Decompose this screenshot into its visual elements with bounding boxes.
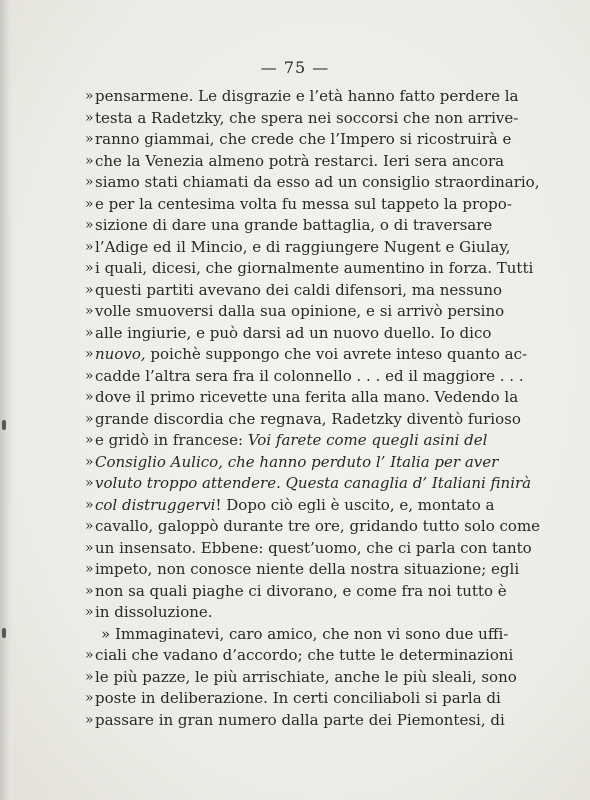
text-line: [85, 301, 505, 323]
quote-mark: »: [85, 432, 94, 448]
quote-mark: »: [85, 518, 94, 534]
text-run: e gridò in francese:: [95, 431, 248, 449]
text-line: [85, 129, 512, 151]
quote-mark: »: [85, 690, 94, 706]
text-line: [85, 258, 534, 280]
line-text: [95, 452, 498, 474]
page-number: — 75 —: [260, 58, 330, 77]
text-line: [85, 108, 519, 130]
quote-mark: [85, 624, 95, 646]
text-line: [85, 323, 492, 345]
quote-mark: »: [85, 303, 94, 319]
text-run: grande discordia che regnava, Radetzky diventò furioso: [95, 409, 521, 428]
quote-mark: »: [85, 389, 94, 405]
text-run: sizione di dare una grande battaglia, o di traversare: [95, 216, 493, 234]
quote-mark: »: [85, 582, 94, 599]
text-line: [85, 194, 512, 216]
quote-mark: »: [85, 711, 94, 728]
line-text: [95, 387, 518, 409]
body-text: [85, 86, 541, 731]
quote-mark: »: [85, 496, 94, 513]
quote-mark: »: [85, 647, 94, 663]
quote-mark: »: [85, 88, 94, 104]
text-line: [85, 172, 540, 194]
line-text: [95, 129, 511, 151]
text-line: [85, 538, 532, 560]
line-text: [95, 602, 477, 624]
line-text: [95, 151, 504, 173]
text-line: [85, 667, 517, 689]
line-text: [95, 645, 513, 667]
line-text: [95, 323, 491, 345]
text-run: volle smuoversi dalla sua opinione, e si arrivò persino: [95, 302, 505, 320]
text-run: e per la centesima volta fu messa sul tappeto la propo-: [95, 194, 512, 213]
text-line: [85, 710, 505, 732]
text-run: questi partiti avevano dei caldi difensori, ma nessuno: [95, 280, 503, 299]
text-run: testa a Radetzky, che spera nei soccorsi che non arrive-: [95, 108, 519, 127]
text-run: cadde l’altra sera fra il colonnello . . . ed il maggiore . . .: [95, 366, 524, 385]
text-line: [85, 151, 505, 173]
line-text: [95, 194, 512, 216]
text-line: [85, 559, 520, 581]
line-text: [95, 624, 508, 646]
text-line: [85, 581, 507, 603]
line-text: [95, 538, 532, 560]
text-line: [85, 344, 528, 366]
text-run: dove il primo ricevette una ferita alla mano. Vedendo la: [95, 388, 519, 406]
line-text: [95, 559, 519, 581]
line-text: [95, 473, 531, 495]
quote-mark: »: [85, 539, 94, 556]
line-text: [95, 344, 527, 366]
text-run: l’Adige ed il Mincio, e di raggiungere Nugent e Giulay,: [95, 237, 511, 256]
italic-text: voluto troppo attendere. Questa canaglia d’ Italiani finirà: [95, 474, 532, 492]
text-line: [85, 430, 488, 452]
text-line: [85, 452, 499, 474]
italic-text: col distruggervi: [95, 495, 216, 514]
line-text: [95, 581, 507, 603]
text-line: [85, 237, 511, 259]
text-run: » Immaginatevi, caro amico, che non vi sono due uffi-: [101, 624, 509, 643]
line-text: [95, 237, 511, 259]
quote-mark: »: [85, 260, 94, 276]
line-text: [95, 258, 533, 280]
text-run: i quali, dicesi, che giornalmente aumentino in forza. Tutti: [95, 259, 534, 277]
quote-mark: »: [85, 475, 94, 491]
line-text: [95, 667, 517, 689]
text-line: [85, 495, 495, 517]
italic-text: nuovo,: [95, 345, 146, 363]
line-text: [95, 495, 494, 517]
text-run: cavallo, galoppò durante tre ore, gridando tutto solo come: [95, 517, 541, 535]
binding-shadow: [0, 0, 14, 800]
line-text: [95, 710, 505, 732]
text-run: alle ingiurie, e può darsi ad un nuovo duello. Io dico: [95, 323, 492, 342]
line-text: [95, 301, 504, 323]
text-run: impeto, non conosce niente della nostra situazione; egli: [95, 560, 520, 578]
quote-mark: »: [85, 604, 94, 620]
italic-text: Consiglio Aulico, che hanno perduto l’ Italia per aver: [95, 452, 499, 471]
text-line: [85, 602, 477, 624]
text-line: [85, 366, 524, 388]
line-text: [95, 516, 540, 538]
text-line: [85, 409, 521, 431]
quote-mark: »: [85, 152, 94, 169]
quote-mark: »: [85, 217, 94, 233]
line-text: [95, 86, 518, 108]
quote-mark: »: [85, 195, 94, 212]
text-run: poste in deliberazione. In certi conciliaboli si parla di: [95, 689, 501, 707]
text-line: [85, 280, 503, 302]
text-run: ! Dopo ciò egli è uscito, e, montato a: [215, 495, 495, 514]
text-line: [85, 215, 493, 237]
text-run: siamo stati chiamati da esso ad un consiglio straordinario,: [95, 173, 540, 191]
text-run: poichè suppongo che voi avrete inteso quanto ac-: [145, 345, 528, 363]
quote-mark: »: [85, 324, 94, 341]
text-run: un insensato. Ebbene: quest’uomo, che ci parla con tanto: [95, 538, 532, 557]
margin-mark: [2, 628, 6, 638]
quote-mark: »: [85, 561, 94, 577]
text-run: che la Venezia almeno potrà restarci. Ieri sera ancora: [95, 151, 505, 170]
text-line: [85, 473, 532, 495]
text-run: in dissoluzione.: [95, 603, 213, 621]
quote-mark: »: [85, 238, 94, 255]
text-run: passare in gran numero dalla parte dei Piemontesi, di: [95, 710, 505, 729]
line-text: [95, 172, 539, 194]
text-line: [85, 516, 541, 538]
text-line: [85, 387, 519, 409]
line-text: [95, 366, 524, 388]
quote-mark: »: [85, 281, 94, 298]
line-text: [95, 215, 492, 237]
margin-mark: [2, 420, 6, 430]
quote-mark: »: [85, 410, 94, 427]
quote-mark: »: [85, 668, 94, 685]
line-text: [95, 280, 502, 302]
quote-mark: »: [85, 453, 94, 470]
text-line: [85, 86, 519, 108]
text-line: [85, 688, 501, 710]
text-line: [85, 624, 509, 646]
quote-mark: »: [85, 174, 94, 190]
text-run: pensarmene. Le disgrazie e l’età hanno fatto perdere la: [95, 87, 519, 105]
quote-mark: »: [85, 109, 94, 126]
italic-text: Voi farete come quegli asini del: [247, 431, 488, 449]
quote-mark: »: [85, 346, 94, 362]
text-run: non sa quali piaghe ci divorano, e come fra noi tutto è: [95, 581, 507, 600]
text-line: [85, 645, 514, 667]
text-run: ranno giammai, che crede che l’Impero si ricostruirà e: [95, 130, 512, 148]
quote-mark: »: [85, 131, 94, 147]
line-text: [95, 688, 501, 710]
quote-mark: »: [85, 367, 94, 384]
text-run: ciali che vadano d’accordo; che tutte le determinazioni: [95, 646, 514, 664]
line-text: [95, 430, 487, 452]
line-text: [95, 409, 521, 431]
line-text: [95, 108, 518, 130]
text-run: le più pazze, le più arrischiate, anche le più sleali, sono: [95, 667, 517, 686]
